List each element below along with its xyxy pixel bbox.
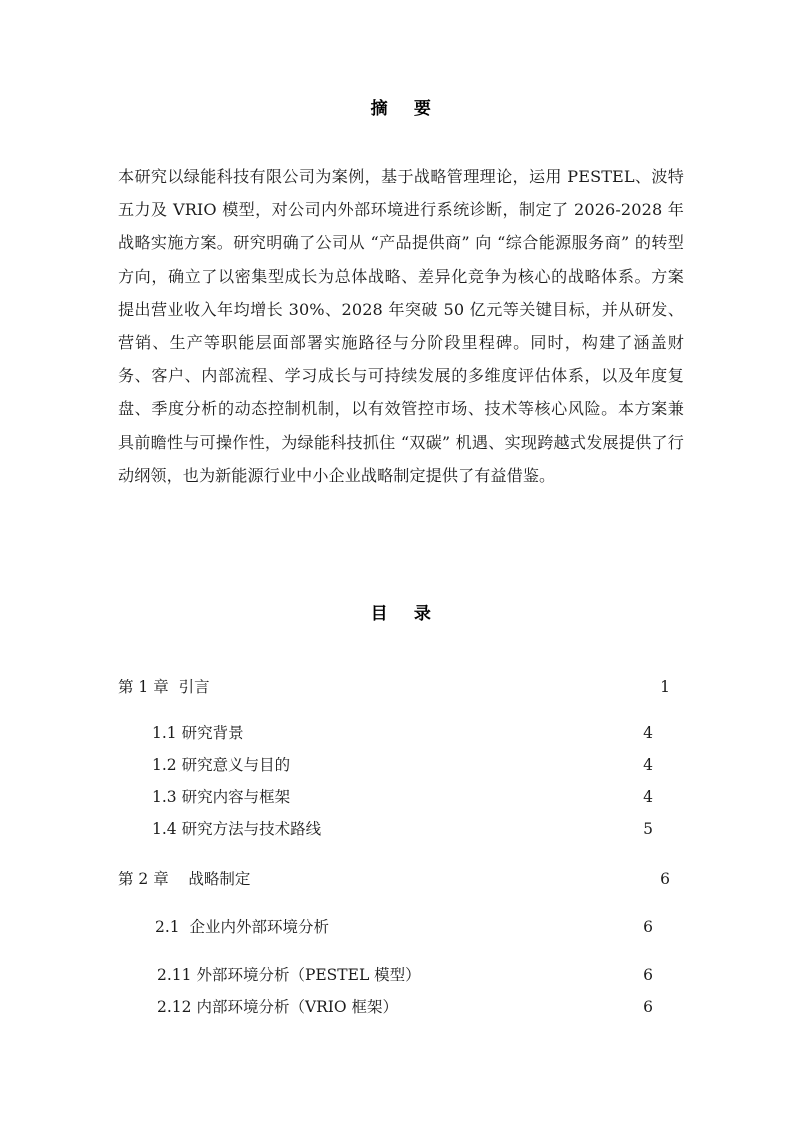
- toc-entry-label: 第 1 章 引言: [118, 678, 215, 696]
- abstract-body-text: 本研究以绿能科技有限公司为案例，基于战略管理理论，运用 PESTEL、波特五力及 VRIO 模型，对公司内外部环境进行系统诊断，制定了 2026-2028 年战略实施方案。研究明确了公司从 “产品提供商” 向 “综合能源服务商” 的转型方向，确立了以密集型成长为总体战略、差异化竞争为核心的战略体系。方案提出营业收入年均增长 30%、2028 年突破 50 亿元等关键目标，并从研发、营销、生产等职能层面部署实施路径与分阶段里程碑。同时，构建了涵盖财务、客户、内部流程、学习成长与可持续发展的多维度评估体系，以及年度复盘、季度分析的动态控制机制，以有效管控市场、技术等核心风险。本方案兼具前瞻性与可操作性，为绿能科技抓住 “双碳” 机遇、实现跨越式发展提供了行动纲领，也为新能源行业中小企业战略制定提供了有益借鉴。: [118, 167, 684, 485]
- toc-entry[interactable]: [118, 671, 670, 703]
- toc-entry-label: 2.12 内部环境分析（VRIO 框架）: [157, 998, 403, 1016]
- toc-entry-label: 2.1 企业内外部环境分析: [155, 918, 330, 936]
- toc-dot-leader: [322, 830, 642, 846]
- toc-entry[interactable]: [157, 991, 653, 1023]
- toc-dot-leader: [216, 688, 660, 704]
- toc-entry[interactable]: [155, 911, 653, 943]
- toc-dot-leader: [245, 734, 643, 750]
- toc-dot-leader: [291, 766, 642, 782]
- toc-entry-label: 1.3 研究内容与框架: [152, 788, 291, 806]
- abstract-section: [118, 96, 684, 492]
- abstract-heading: 摘 要: [370, 99, 432, 119]
- toc-dot-leader: [251, 880, 659, 896]
- toc-entry[interactable]: [152, 749, 653, 781]
- toc-entry[interactable]: [152, 717, 653, 749]
- toc-entry-page-number: 4: [643, 788, 653, 806]
- toc-entry[interactable]: [118, 863, 670, 895]
- toc-entry-page-number: 6: [643, 966, 653, 984]
- toc-entry-label: 1.4 研究方法与技术路线: [152, 820, 322, 838]
- toc-entry-page-number: 6: [660, 870, 670, 888]
- toc-entry-label: 2.11 外部环境分析（PESTEL 模型）: [157, 966, 426, 984]
- toc-entry-page-number: 6: [643, 998, 653, 1016]
- table-of-contents-section: [118, 601, 684, 1023]
- toc-entry[interactable]: [152, 781, 653, 813]
- toc-entry[interactable]: [157, 959, 653, 991]
- toc-entry-label: 1.1 研究背景: [152, 724, 244, 742]
- toc-dot-leader: [404, 1008, 642, 1024]
- toc-dot-leader: [427, 976, 643, 992]
- toc-dot-leader: [291, 798, 642, 814]
- toc-entry-page-number: 1: [660, 678, 670, 696]
- toc-entry-label: 1.2 研究意义与目的: [152, 756, 291, 774]
- toc-entry-label: 第 2 章 战略制定: [118, 870, 251, 888]
- toc-entry-page-number: 6: [643, 918, 653, 936]
- toc-entry-page-number: 4: [643, 756, 653, 774]
- toc-dot-leader: [330, 928, 642, 944]
- toc-entry-page-number: 4: [643, 724, 653, 742]
- toc-entry-page-number: 5: [643, 820, 653, 838]
- toc-heading: 目 录: [370, 604, 432, 624]
- toc-list: [118, 671, 684, 1023]
- toc-entry[interactable]: [152, 813, 653, 845]
